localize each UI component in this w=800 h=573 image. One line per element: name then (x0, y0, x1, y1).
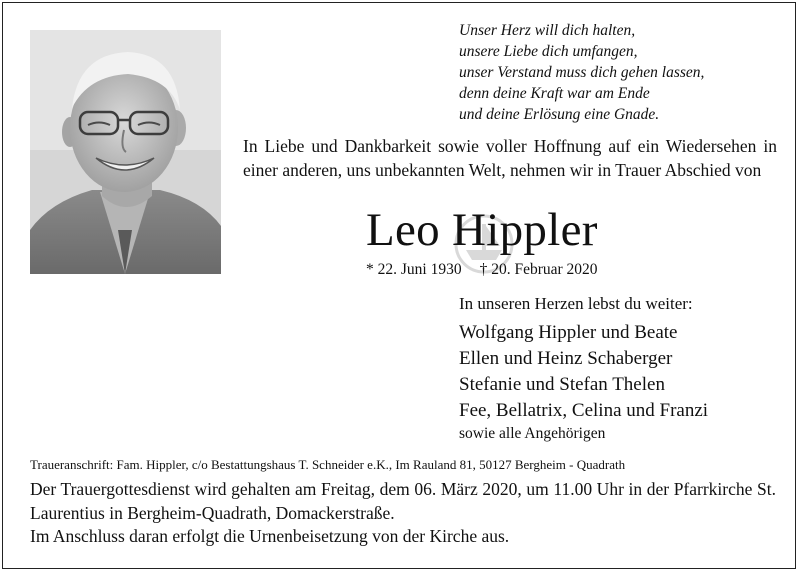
deceased-name: Leo Hippler (366, 204, 598, 256)
birth-date: * 22. Juni 1930 (366, 261, 462, 278)
mourners-list (459, 320, 708, 424)
life-dates (366, 259, 598, 281)
burial-details: Im Anschluss daran erfolgt die Urnenbeisetzung von der Kirche aus. (30, 526, 510, 546)
portrait-photo (30, 30, 221, 274)
death-date: † 20. Februar 2020 (479, 261, 598, 278)
relatives-line: sowie alle Angehörigen (459, 425, 606, 442)
mourner-name: Stefanie und Stefan Thelen (459, 374, 665, 395)
intro-text: In Liebe und Dankbarkeit sowie voller Hoffnung auf ein Wiedersehen in einer anderen, uns unbekannten Welt, nehmen wir in Trauer Abschied von (243, 136, 777, 180)
mourners-heading: In unseren Herzen lebst du weiter: (459, 294, 693, 313)
mourner-name: Ellen und Heinz Schaberger (459, 348, 673, 369)
portrait-illustration (30, 30, 221, 274)
mourning-address: Traueranschrift: Fam. Hippler, c/o Bestattungshaus T. Schneider e.K., Im Rauland 81, 50127 Bergheim - Quadrath (30, 457, 626, 472)
mourner-name: Wolfgang Hippler und Beate (459, 322, 678, 343)
poem-line: denn deine Kraft war am Ende (459, 85, 650, 102)
service-info (30, 478, 776, 549)
poem-line: und deine Erlösung eine Gnade. (459, 106, 660, 123)
poem-line: Unser Herz will dich halten, (459, 22, 636, 39)
poem (459, 20, 779, 125)
service-details: Der Trauergottesdienst wird gehalten am Freitag, dem 06. März 2020, um 11.00 Uhr in der Pfarrkirche St. Laurentius in Bergheim-Quadrath, Domackerstraße. (30, 479, 776, 523)
poem-line: unser Verstand muss dich gehen lassen, (459, 64, 705, 81)
poem-line: unsere Liebe dich umfangen, (459, 43, 638, 60)
mourner-name: Fee, Bellatrix, Celina und Franzi (459, 400, 709, 421)
